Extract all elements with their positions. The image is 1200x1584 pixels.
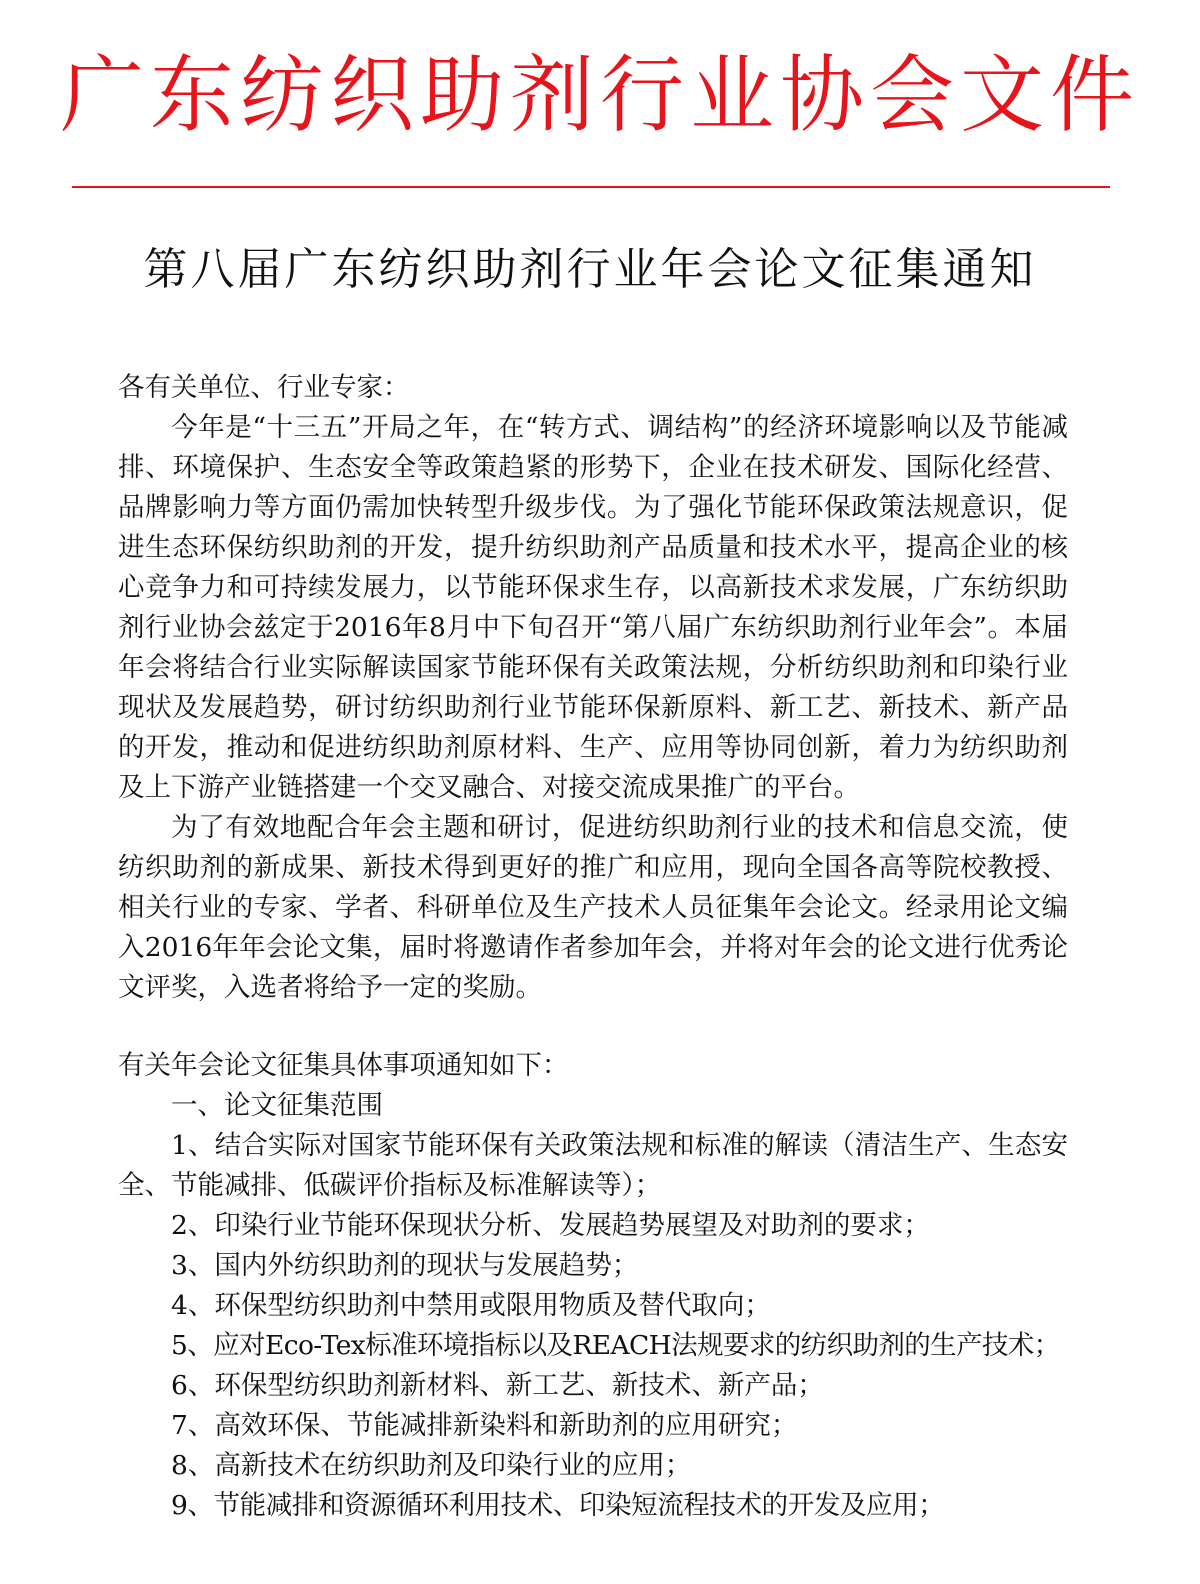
scope-item-2: 2、印染行业节能环保现状分析、发展趋势展望及对助剂的要求； bbox=[171, 1210, 930, 1241]
scope-item-9: 9、节能减排和资源循环利用技术、印染短流程技术的开发及应用； bbox=[171, 1490, 945, 1521]
scope-item-6: 6、环保型纺织助剂新材料、新工艺、新技术、新产品； bbox=[171, 1370, 824, 1401]
scope-item-1: 1、结合实际对国家节能环保有关政策法规和标准的解读（清洁生产、生态安全、节能减排、低碳评价指标及标准解读等）； bbox=[118, 1130, 1068, 1201]
section-heading-scope: 一、论文征集范围 bbox=[171, 1090, 383, 1121]
letterhead-divider bbox=[72, 186, 1110, 188]
scope-item-3: 3、国内外纺织助剂的现状与发展趋势； bbox=[171, 1250, 639, 1281]
document-title: 第八届广东纺织助剂行业年会论文征集通知 bbox=[143, 244, 1037, 295]
paragraph-spacer bbox=[118, 1008, 1068, 1046]
document-body bbox=[118, 368, 1068, 1526]
salutation: 各有关单位、行业专家： bbox=[118, 372, 410, 403]
body-paragraph-1: 今年是“十三五”开局之年，在“转方式、调结构”的经济环境影响以及节能减排、环境保护、生态安全等政策趋紧的形势下，企业在技术研发、国际化经营、品牌影响力等方面仍需加快转型升级步伐。为了强化节能环保政策法规意识，促进生态环保纺织助剂的开发，提升纺织助剂产品质量和技术水平，提高企业的核心竞争力和可持续发展力，以节能环保求生存，以高新技术求发展，广东纺织助剂行业协会兹定于2016年8月中下旬召开“第八届广东纺织助剂行业年会”。本届年会将结合行业实际解读国家节能环保有关政策法规，分析纺织助剂和印染行业现状及发展趋势，研讨纺织助剂行业节能环保新原料、新工艺、新技术、新产品的开发，推动和促进纺织助剂原材料、生产、应用等协同创新，着力为纺织助剂及上下游产业链搭建一个交叉融合、对接交流成果推广的平台。 bbox=[118, 412, 1068, 803]
scope-item-4: 4、环保型纺织助剂中禁用或限用物质及替代取向； bbox=[171, 1290, 771, 1321]
scope-item-7: 7、高效环保、节能减排新染料和新助剂的应用研究； bbox=[171, 1410, 798, 1441]
scope-item-8: 8、高新技术在纺织助剂及印染行业的应用； bbox=[171, 1450, 692, 1481]
letterhead-title: 广东纺织助剂行业协会文件 bbox=[59, 46, 1140, 144]
items-intro: 有关年会论文征集具体事项通知如下： bbox=[118, 1050, 569, 1081]
body-paragraph-2: 为了有效地配合年会主题和研讨，促进纺织助剂行业的技术和信息交流，使纺织助剂的新成果、新技术得到更好的推广和应用，现向全国各高等院校教授、相关行业的专家、学者、科研单位及生产技术人员征集年会论文。经录用论文编入2016年年会论文集，届时将邀请作者参加年会，并将对年会的论文进行优秀论文评奖，入选者将给予一定的奖励。 bbox=[118, 812, 1068, 1003]
scope-item-5: 5、应对Eco-Tex标准环境指标以及REACH法规要求的纺织助剂的生产技术； bbox=[171, 1330, 1060, 1361]
